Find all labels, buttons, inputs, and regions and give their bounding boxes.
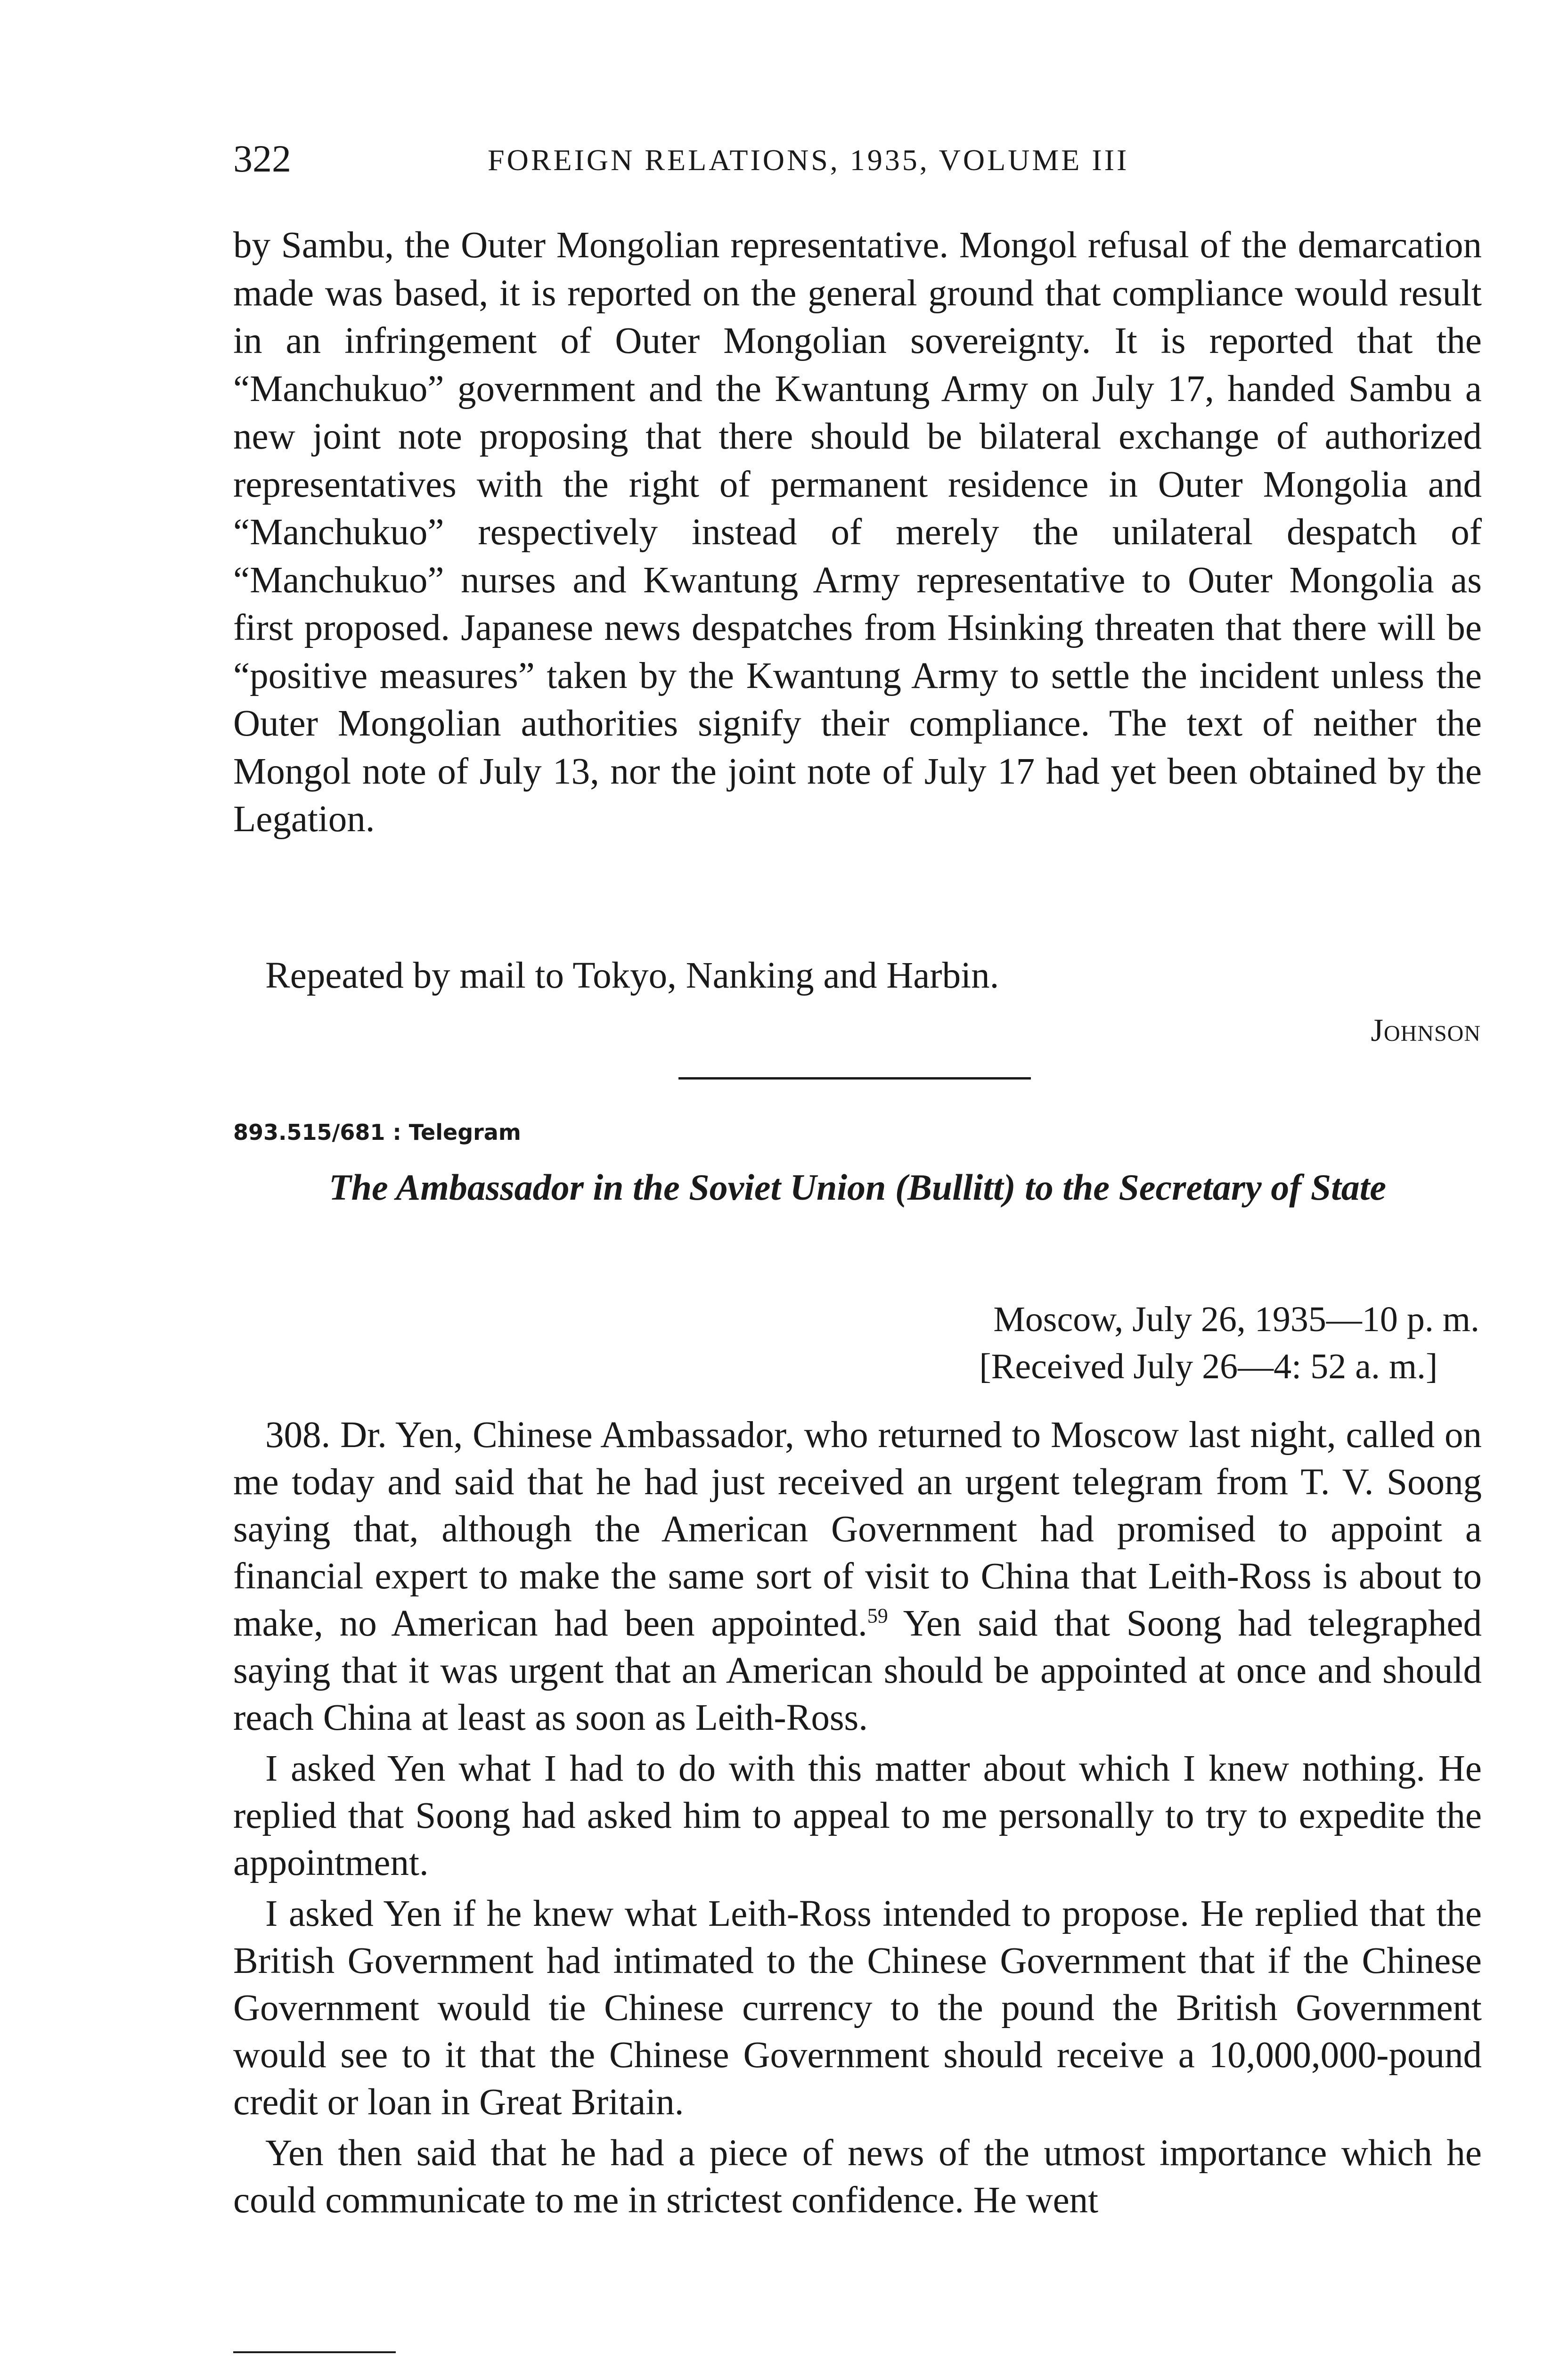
- file-reference: 893.515/681 : Telegram: [233, 1120, 521, 1145]
- body-paragraph-text: 308. Dr. Yen, Chinese Ambassador, who returned to Moscow last night, called on me today and said that he had just received an urgent telegram from T. V. Soong saying that, although the American Government had promised to appoint a financial expert to make the same sort of visit to China that Leith-Ross is about to make, no American had been appointed.: [233, 1415, 1482, 1644]
- running-head-title: FOREIGN RELATIONS, 1935, VOLUME III: [488, 143, 1129, 177]
- page-number: 322: [233, 137, 291, 180]
- body-paragraph: I asked Yen what I had to do with this matter about which I knew nothing. He replied that Soong had asked him to appeal to me personally to try to expedite the appointment.: [233, 1748, 1482, 1883]
- continued-paragraph: [233, 221, 1482, 843]
- document-heading: The Ambassador in the Soviet Union (Bullitt) to the Secretary of State: [328, 1167, 1387, 1208]
- body-paragraph-text: Yen said that Soong had telegraphed saying that it was urgent that an American should be appointed at once and should reach China at least as soon as Leith-Ross.: [233, 1603, 1482, 1738]
- dateline: Moscow, July 26, 1935—10 p. m.: [993, 1300, 1479, 1339]
- dateline-block: [979, 1296, 1479, 1390]
- running-head: [233, 133, 1482, 185]
- telegram-body: [233, 1412, 1482, 2228]
- footnote-divider: [233, 2351, 396, 2353]
- continued-paragraph-text: by Sambu, the Outer Mongolian representative. Mongol refusal of the demarcation made was based, it is reported on the general ground that compliance would result in an infringement of Outer Mongolian sovereignty. It is reported that the “Manchukuo” government and the Kwantung Army on July 17, handed Sambu a new joint note proposing that there should be bilateral exchange of authorized representatives with the right of permanent residence in Outer Mongolia and “Manchukuo” respectively instead of merely the unilateral despatch of “Manchukuo” nurses and Kwantung Army representative to Outer Mongolia as first proposed. Japanese news despatches from Hsinking threaten that there will be “positive measures” taken by the Kwantung Army to settle the incident unless the Outer Mongolian authorities signify their compliance. The text of neither the Mongol note of July 13, nor the joint note of July 17 had yet been obtained by the Legation.: [233, 225, 1482, 840]
- repeated-note-text: Repeated by mail to Tokyo, Nanking and Harbin.: [265, 955, 999, 996]
- body-paragraph: [233, 1412, 1482, 1742]
- body-paragraph: Yen then said that he had a piece of news of the utmost importance which he could communicate to me in strictest confidence. He went: [233, 2133, 1482, 2221]
- repeated-note: [233, 952, 1482, 1000]
- footnote-reference[interactable]: 59: [867, 1604, 888, 1628]
- received-line: [Received July 26—4: 52 a. m.]: [979, 1347, 1438, 1386]
- body-paragraph: I asked Yen if he knew what Leith-Ross intended to propose. He replied that the British Government had intimated to the Chinese Government that if the Chinese Government would tie Chinese currency to the pound the British Government would see to it that the Chinese Government should receive a 10,000,000-pound credit or loan in Great Britain.: [233, 1893, 1482, 2123]
- signature: Johnson: [1371, 1012, 1481, 1048]
- section-divider: [678, 1077, 1031, 1080]
